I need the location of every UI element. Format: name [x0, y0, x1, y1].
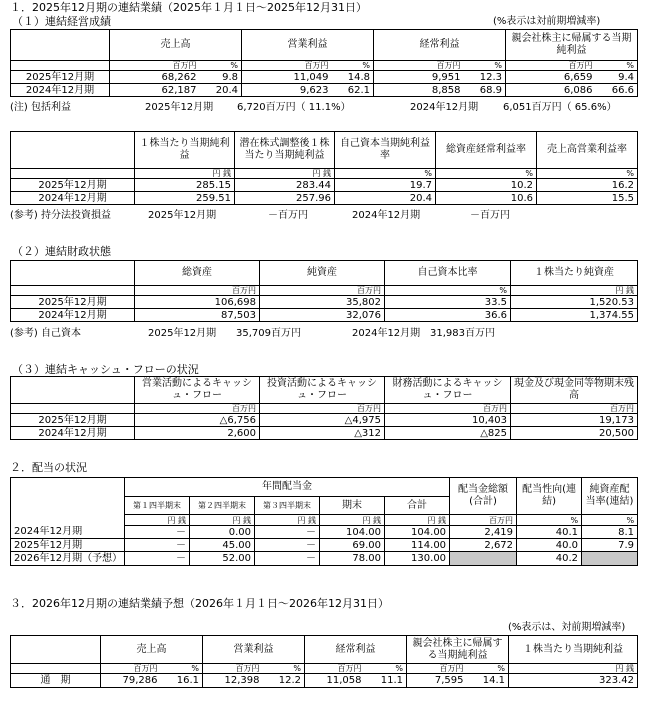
header-roa: 総資産経常利益率 [436, 132, 537, 169]
unit-cell: 百万円 [203, 664, 263, 674]
unit-cell: % [263, 664, 305, 674]
value-cell: △312 [260, 427, 385, 440]
section1-title: １．2025年12月期の連結業績（2025年１月１日～2025年12月31日） [10, 1, 367, 14]
header-annual-dividends: 年間配当金 [125, 478, 450, 497]
value-cell: 52.00 [190, 552, 255, 566]
value-cell: － [125, 526, 190, 539]
value-cell: 323.42 [509, 674, 638, 688]
unit-cell: % [596, 61, 638, 71]
value-cell: 285.15 [135, 179, 235, 192]
value-cell: 1,520.53 [511, 296, 638, 309]
corner-cell [11, 377, 135, 404]
unit-cell: 円 銭 [320, 515, 385, 526]
pct-note: (%表示は対前期増減率) [493, 16, 601, 27]
value-cell: 8,858 [374, 84, 464, 97]
value-cell: 9,623 [242, 84, 332, 97]
header-doe: 純資産配当率(連結) [582, 478, 638, 515]
value-cell: 20.4 [200, 84, 242, 97]
value-cell: 10,403 [385, 414, 511, 427]
unit-cell: % [467, 664, 509, 674]
value-cell: 7.9 [582, 539, 638, 552]
unit-cell: 百万円 [374, 61, 464, 71]
value-cell: 62.1 [332, 84, 374, 97]
row-label: 2024年12月期 [11, 192, 135, 205]
subsection-financial-position: （２）連結財政状態 [12, 245, 111, 258]
corner-cell [11, 478, 125, 515]
unit-cell: 百万円 [385, 404, 511, 414]
value-cell: 35,802 [260, 296, 385, 309]
row-label: 2024年12月期 [11, 526, 125, 539]
forecast-table [10, 635, 638, 688]
table-row [11, 309, 638, 322]
operating-results-table [10, 29, 638, 97]
value-cell: 6,659 [506, 71, 596, 84]
value-cell: 283.44 [235, 179, 335, 192]
header-roe: 自己資本当期純利益率 [335, 132, 436, 169]
corner-cell [11, 132, 135, 169]
value-cell: △825 [385, 427, 511, 440]
cash-flow-table [10, 376, 638, 440]
value-cell: － [255, 526, 320, 539]
value-cell: 36.6 [385, 309, 511, 322]
section3-title: ３．2026年12月期の連結業績予想（2026年１月１日～2026年12月31日） [10, 597, 389, 610]
empty-gray-cell [582, 552, 638, 566]
note-value-1: 35,709百万円 [236, 328, 301, 339]
table-row [11, 296, 638, 309]
unit-cell: % [161, 664, 203, 674]
header-eps: １株当たり当期純利益 [135, 132, 235, 169]
header-total: 合計 [385, 497, 450, 515]
value-cell: 6,086 [506, 84, 596, 97]
empty-gray-cell [450, 552, 517, 566]
table-row [11, 427, 638, 440]
header-operating-profit: 営業利益 [242, 30, 374, 61]
value-cell: 104.00 [320, 526, 385, 539]
header-net-sales: 売上高 [110, 30, 242, 61]
header-total-assets: 総資産 [135, 261, 260, 286]
header-q3: 第３四半期末 [255, 497, 320, 515]
table-row [11, 526, 638, 539]
corner-cell [11, 30, 110, 61]
header-cash-balance: 現金及び現金同等物期末残高 [511, 377, 638, 404]
value-cell: 16.2 [537, 179, 638, 192]
row-label: 2025年12月期 [11, 296, 135, 309]
unit-cell: 百万円 [260, 404, 385, 414]
value-cell: 68,262 [110, 71, 200, 84]
note-value-1: －百万円 [268, 210, 308, 221]
header-q1: 第１四半期末 [125, 497, 190, 515]
value-cell: 45.00 [190, 539, 255, 552]
equity-method-label: (参考) 持分法投資損益 [10, 210, 111, 221]
value-cell: 19.7 [335, 179, 436, 192]
note-value-2: －百万円 [470, 210, 510, 221]
unit-cell: 百万円 [242, 61, 332, 71]
corner-cell [11, 261, 135, 286]
header-financing-cf: 財務活動によるキャッシュ・フロー [385, 377, 511, 404]
unit-cell: % [200, 61, 242, 71]
financial-position-table [10, 260, 638, 322]
value-cell: － [125, 539, 190, 552]
value-cell: 9.4 [596, 71, 638, 84]
value-cell: 130.00 [385, 552, 450, 566]
table-row [11, 674, 638, 688]
unit-cell: % [582, 515, 638, 526]
value-cell: 10.6 [436, 192, 537, 205]
value-cell: 62,187 [110, 84, 200, 97]
value-cell: － [255, 552, 320, 566]
note-value-2: 6,051百万円（ 65.6%） [503, 102, 617, 113]
table-row [11, 552, 638, 566]
note-period-1: 2025年12月期 [148, 210, 217, 221]
value-cell: 69.00 [320, 539, 385, 552]
value-cell: 2,672 [450, 539, 517, 552]
value-cell: 32,076 [260, 309, 385, 322]
unit-cell: 百万円 [450, 515, 517, 526]
value-cell: 15.5 [537, 192, 638, 205]
value-cell: 106,698 [135, 296, 260, 309]
unit-cell: 円 銭 [190, 515, 255, 526]
unit-cell: % [517, 515, 582, 526]
value-cell: 14.1 [467, 674, 509, 688]
row-label: 通 期 [11, 674, 101, 688]
section2-title: ２．配当の状況 [10, 461, 87, 474]
dividend-table [10, 477, 638, 566]
value-cell: 11.1 [365, 674, 407, 688]
unit-cell: 百万円 [511, 404, 638, 414]
row-label: 2024年12月期 [11, 84, 110, 97]
unit-cell: 百万円 [260, 286, 385, 296]
table-row [11, 192, 638, 205]
note-period-2: 2024年12月期 [352, 210, 421, 221]
unit-cell: 円 銭 [385, 515, 450, 526]
unit-cell: % [335, 169, 436, 179]
header-net-assets: 純資産 [260, 261, 385, 286]
value-cell: 20,500 [511, 427, 638, 440]
value-cell: 9.8 [200, 71, 242, 84]
unit-cell: % [332, 61, 374, 71]
unit-cell: 百万円 [407, 664, 467, 674]
unit-cell: % [537, 169, 638, 179]
unit-cell: % [464, 61, 506, 71]
value-cell: － [255, 539, 320, 552]
table-row [11, 71, 638, 84]
unit-cell: 円 銭 [135, 169, 235, 179]
row-label: 2025年12月期 [11, 414, 135, 427]
header-operating-cf: 営業活動によるキャッシュ・フロー [135, 377, 260, 404]
value-cell: △4,975 [260, 414, 385, 427]
value-cell: 104.00 [385, 526, 450, 539]
row-label: 2025年12月期 [11, 71, 110, 84]
value-cell: 66.6 [596, 84, 638, 97]
value-cell: 79,286 [101, 674, 161, 688]
value-cell: 12.3 [464, 71, 506, 84]
unit-cell: 百万円 [110, 61, 200, 71]
note-period-1: 2025年12月期 [148, 328, 217, 339]
value-cell: 8.1 [582, 526, 638, 539]
row-label: 2025年12月期 [11, 179, 135, 192]
value-cell: 9,951 [374, 71, 464, 84]
value-cell: 257.96 [235, 192, 335, 205]
value-cell: 1,374.55 [511, 309, 638, 322]
note-value-2: 31,983百万円 [430, 328, 495, 339]
value-cell: 33.5 [385, 296, 511, 309]
unit-cell: 百万円 [506, 61, 596, 71]
value-cell: 11,058 [305, 674, 365, 688]
header-diluted-eps: 潜在株式調整後１株当たり当期純利益 [235, 132, 335, 169]
header-net-income: 親会社株主に帰属する当期純利益 [506, 30, 638, 61]
value-cell: △6,756 [135, 414, 260, 427]
comprehensive-income-label: (注) 包括利益 [10, 102, 71, 113]
header-eps: １株当たり当期純利益 [509, 636, 638, 664]
header-operating-profit: 営業利益 [203, 636, 305, 664]
value-cell: － [125, 552, 190, 566]
value-cell: 14.8 [332, 71, 374, 84]
header-net-sales: 売上高 [101, 636, 203, 664]
unit-cell: 百万円 [135, 286, 260, 296]
header-bps: １株当たり純資産 [511, 261, 638, 286]
unit-cell: 円 銭 [509, 664, 638, 674]
unit-cell: % [385, 286, 511, 296]
unit-cell: 百万円 [305, 664, 365, 674]
value-cell: 40.1 [517, 526, 582, 539]
unit-cell: 百万円 [135, 404, 260, 414]
value-cell: 19,173 [511, 414, 638, 427]
header-equity-ratio: 自己資本比率 [385, 261, 511, 286]
row-label: 2024年12月期 [11, 309, 135, 322]
value-cell: 2,419 [450, 526, 517, 539]
value-cell: 259.51 [135, 192, 235, 205]
value-cell: 114.00 [385, 539, 450, 552]
table-row [11, 414, 638, 427]
table-row [11, 179, 638, 192]
note-value-1: 6,720百万円（ 11.1%） [237, 102, 351, 113]
pct-note: (%表示は、対前期増減率) [508, 622, 626, 633]
value-cell: 68.9 [464, 84, 506, 97]
unit-cell: 円 銭 [125, 515, 190, 526]
table-row [11, 84, 638, 97]
subsection-operating-results: （１）連結経営成績 [12, 15, 111, 28]
value-cell: 11,049 [242, 71, 332, 84]
value-cell: 12.2 [263, 674, 305, 688]
unit-cell: 円 銭 [255, 515, 320, 526]
header-payout-ratio: 配当性向(連結) [517, 478, 582, 515]
header-ordinary-profit: 経常利益 [305, 636, 407, 664]
value-cell: 20.4 [335, 192, 436, 205]
header-year-end: 期末 [320, 497, 385, 515]
row-label: 2026年12月期（予想） [11, 552, 125, 566]
header-investing-cf: 投資活動によるキャッシュ・フロー [260, 377, 385, 404]
note-period-1: 2025年12月期 [145, 102, 214, 113]
value-cell: 40.2 [517, 552, 582, 566]
note-period-2: 2024年12月期 [352, 328, 421, 339]
value-cell: 2,600 [135, 427, 260, 440]
value-cell: 16.1 [161, 674, 203, 688]
header-q2: 第２四半期末 [190, 497, 255, 515]
per-share-table [10, 131, 638, 205]
value-cell: 7,595 [407, 674, 467, 688]
row-label: 2024年12月期 [11, 427, 135, 440]
value-cell: 10.2 [436, 179, 537, 192]
unit-cell: 百万円 [101, 664, 161, 674]
value-cell: 87,503 [135, 309, 260, 322]
unit-cell: 円 銭 [511, 286, 638, 296]
value-cell: 78.00 [320, 552, 385, 566]
unit-cell: 円 銭 [235, 169, 335, 179]
table-row [11, 539, 638, 552]
value-cell: 40.0 [517, 539, 582, 552]
row-label: 2025年12月期 [11, 539, 125, 552]
header-ordinary-profit: 経常利益 [374, 30, 506, 61]
unit-cell: % [436, 169, 537, 179]
value-cell: 12,398 [203, 674, 263, 688]
subsection-cash-flows: （３）連結キャッシュ・フローの状況 [12, 363, 199, 376]
header-operating-margin: 売上高営業利益率 [537, 132, 638, 169]
value-cell: 0.00 [190, 526, 255, 539]
header-total-dividends: 配当金総額(合計) [450, 478, 517, 515]
equity-capital-label: (参考) 自己資本 [10, 328, 81, 339]
note-period-2: 2024年12月期 [410, 102, 479, 113]
unit-cell: % [365, 664, 407, 674]
header-net-income: 親会社株主に帰属する当期純利益 [407, 636, 509, 664]
corner-cell [11, 636, 101, 664]
